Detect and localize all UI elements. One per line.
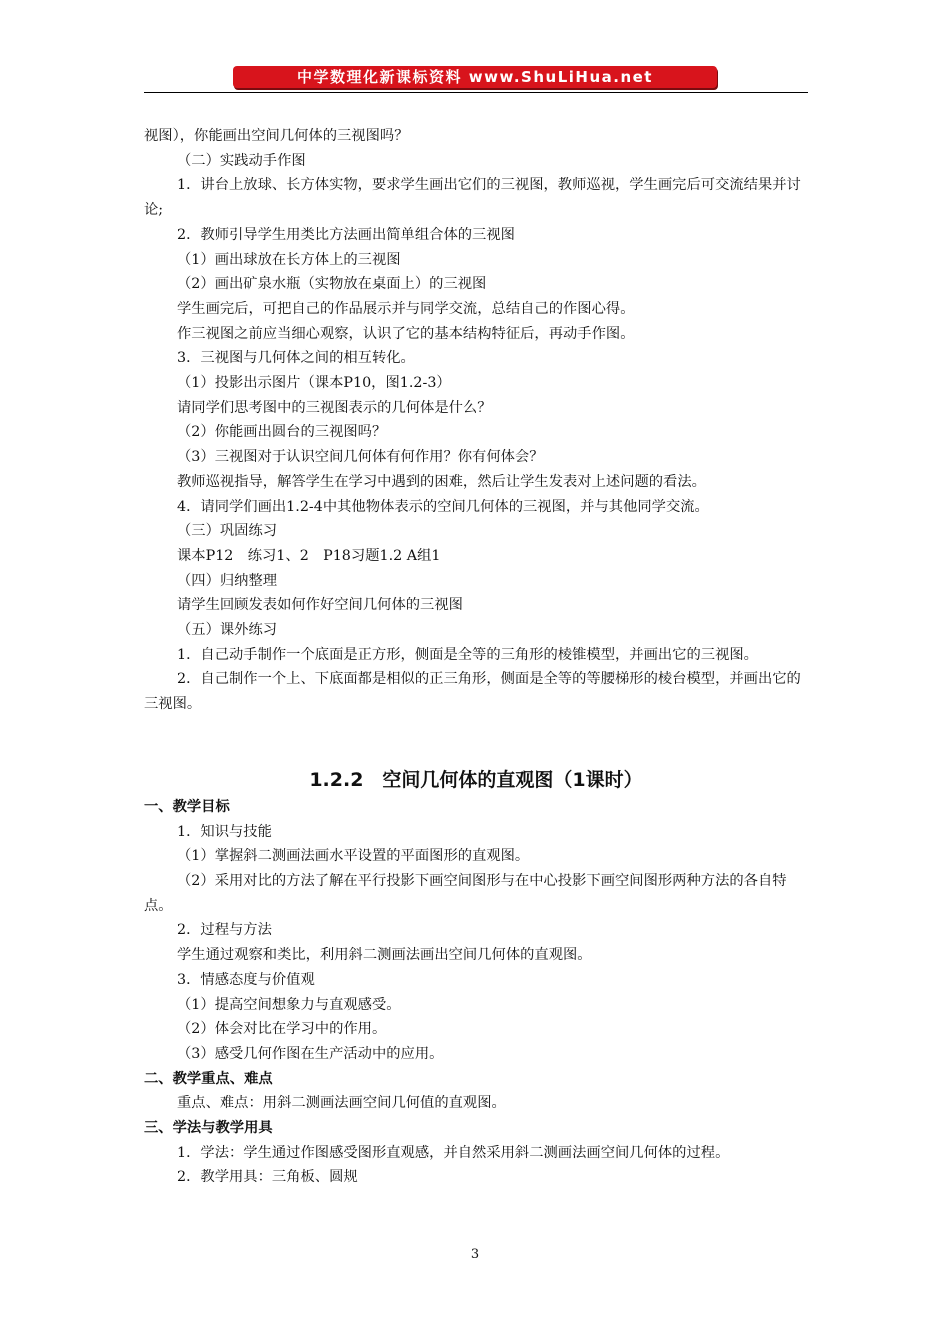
paragraph-line: 视图），你能画出空间几何体的三视图吗？ <box>144 128 409 144</box>
paragraph-line: 1．讲台上放球、长方体实物，要求学生画出它们的三视图，教师巡视，学生画完后可交流结果并讨论; <box>144 177 801 219</box>
section-heading: 一、教学目标 <box>144 798 230 815</box>
paragraph-line: （1）掌握斜二测画法画水平设置的平面图形的直观图。 <box>177 848 530 865</box>
paragraph-line: （3）三视图对于认识空间几何体有何作用？你有何体会？ <box>177 449 544 466</box>
paragraph-line: （1）提高空间想象力与直观感受。 <box>177 996 401 1013</box>
paragraph-line: 3．三视图与几何体之间的相互转化。 <box>177 350 415 367</box>
paragraph-line: （三）巩固练习 <box>177 523 278 540</box>
paragraph-line: 1．自己动手制作一个底面是正方形，侧面是全等的三角形的棱锥模型，并画出它的三视图。 <box>177 646 758 663</box>
paragraph-line: 课本P12 练习1、2 P18习题1.2 A组1 <box>177 547 441 564</box>
paragraph-line: （四）归纳整理 <box>177 572 278 589</box>
header-rule <box>144 92 808 93</box>
paragraph-line: 作三视图之前应当细心观察，认识了它的基本结构特征后，再动手作图。 <box>177 325 635 342</box>
paragraph-line: 2．教师引导学生用类比方法画出简单组合体的三视图 <box>177 226 515 243</box>
paragraph-line: 3．情感态度与价值观 <box>177 971 315 988</box>
document-body <box>144 124 808 1190</box>
paragraph-line: （2）画出矿泉水瓶（实物放在桌面上）的三视图 <box>177 276 487 293</box>
paragraph-line: 2．过程与方法 <box>177 922 272 939</box>
paragraph-line: 2．自己制作一个上、下底面都是相似的正三角形，侧面是全等的等腰梯形的棱台模型，并画出它的三视图。 <box>144 671 801 713</box>
section-gap <box>144 717 808 765</box>
paragraph-line: 请同学们思考图中的三视图表示的几何体是什么？ <box>177 399 492 416</box>
paragraph-line: 2．教学用具：三角板、圆规 <box>177 1169 358 1186</box>
paragraph-line: 4．请同学们画出1.2-4中其他物体表示的空间几何体的三视图，并与其他同学交流。 <box>177 498 709 515</box>
paragraph-line: 1．学法：学生通过作图感受图形直观感，并自然采用斜二测画法画空间几何体的过程。 <box>177 1144 730 1161</box>
paragraph-line: （1）画出球放在长方体上的三视图 <box>177 251 401 268</box>
section-body <box>144 795 808 1190</box>
paragraph-line: 学生通过观察和类比，利用斜二测画法画出空间几何体的直观图。 <box>177 947 592 964</box>
paragraph-line: 重点、难点：用斜二测画法画空间几何值的直观图。 <box>177 1095 506 1112</box>
header-banner: 中学数理化新课标资料 www.ShuLiHua.net <box>233 66 717 88</box>
paragraph-line: （二）实践动手作图 <box>177 152 306 169</box>
paragraph-line: 1．知识与技能 <box>177 823 272 840</box>
paragraph-line: 学生画完后，可把自己的作品展示并与同学交流，总结自己的作图心得。 <box>177 300 635 317</box>
paragraph-line: （五）课外练习 <box>177 622 278 639</box>
paragraph-line: （1）投影出示图片（课本P10，图1.2-3） <box>177 375 451 392</box>
section-title: 1.2.2 空间几何体的直观图（1课时） <box>309 768 643 791</box>
paragraph-line: （3）感受几何作图在生产活动中的应用。 <box>177 1045 444 1062</box>
page-number: 3 <box>470 1247 480 1262</box>
section-heading: 三、学法与教学用具 <box>144 1120 273 1137</box>
paragraph-line: （2）采用对比的方法了解在平行投影下画空间图形与在中心投影下画空间图形两种方法的各自特点。 <box>144 872 787 914</box>
lesson-continuation <box>144 124 808 717</box>
paragraph-line: 请学生回顾发表如何作好空间几何体的三视图 <box>177 597 463 614</box>
paragraph-line: （2）体会对比在学习中的作用。 <box>177 1021 387 1038</box>
paragraph-line: 教师巡视指导，解答学生在学习中遇到的困难，然后让学生发表对上述问题的看法。 <box>177 473 706 490</box>
paragraph-line: （2）你能画出圆台的三视图吗？ <box>177 424 387 441</box>
section-heading: 二、教学重点、难点 <box>144 1070 273 1087</box>
